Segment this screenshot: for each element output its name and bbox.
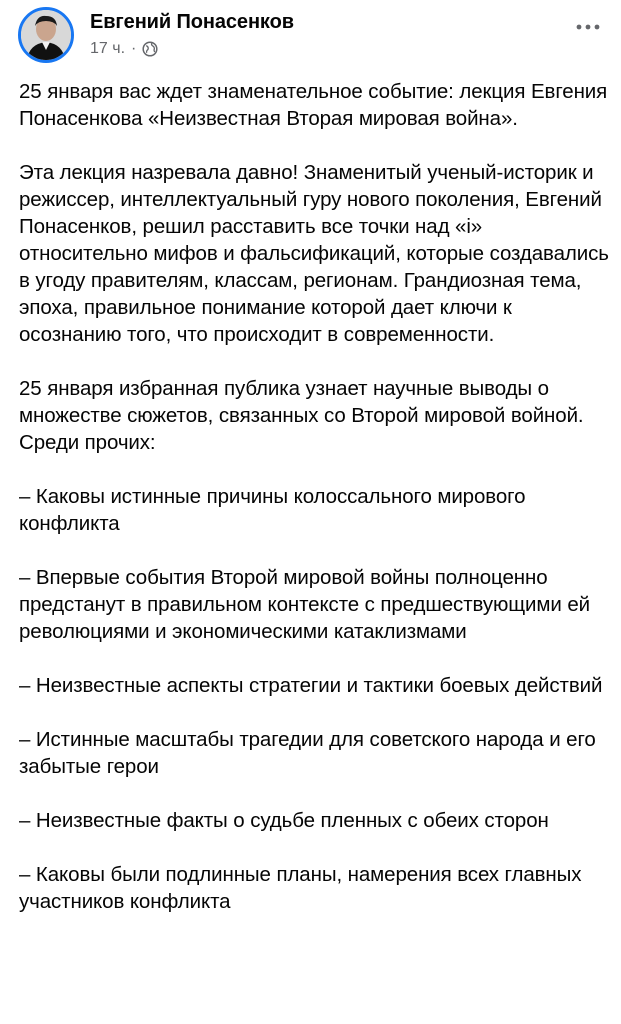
avatar-photo-icon xyxy=(21,10,71,60)
post-timestamp[interactable]: 17 ч. xyxy=(90,40,126,57)
post-header xyxy=(18,7,608,63)
post-list-item: – Неизвестные аспекты стратегии и тактики боевых действий xyxy=(19,674,603,697)
globe-icon[interactable] xyxy=(142,41,158,57)
post-paragraph: Эта лекция назревала давно! Знаменитый ученый-историк и режиссер, интеллектуальный гуру нового поколения, Евгений Понасенков, решил расставить все точки над «i» относительно мифов и фальсификаций, которые создавались в угоду правителям, классам, регионам. Грандиозная тема, эпоха, правильное понимание которой дает ключи к осознанию того, что происходит в современности. xyxy=(19,161,609,346)
meta-separator: · xyxy=(131,40,137,57)
post-list-item: – Каковы были подлинные планы, намерения всех главных участников конфликта xyxy=(19,863,582,913)
avatar[interactable] xyxy=(18,7,74,63)
post-list-item: – Каковы истинные причины колоссального мирового конфликта xyxy=(19,485,526,535)
more-horizontal-icon xyxy=(576,24,600,30)
author-name[interactable]: Евгений Понасенков xyxy=(90,11,294,33)
post-text xyxy=(19,78,609,942)
post-paragraph: 25 января вас ждет знаменательное событие: лекция Евгения Понасенкова «Неизвестная Вторая мировая война». xyxy=(19,80,608,130)
post-list-item: – Истинные масштабы трагедии для советского народа и его забытые герои xyxy=(19,728,596,778)
post-list-item: – Впервые события Второй мировой войны полноценно предстанут в правильном контексте с предшествующими ей революциями и экономическими катаклизмами xyxy=(19,566,590,643)
more-options-button[interactable] xyxy=(574,13,602,41)
post-paragraph: 25 января избранная публика узнает научные выводы о множестве сюжетов, связанных со Второй мировой войной. Среди прочих: xyxy=(19,377,584,454)
post-list-item: – Неизвестные факты о судьбе пленных с обеих сторон xyxy=(19,809,549,832)
post-meta xyxy=(90,40,158,58)
